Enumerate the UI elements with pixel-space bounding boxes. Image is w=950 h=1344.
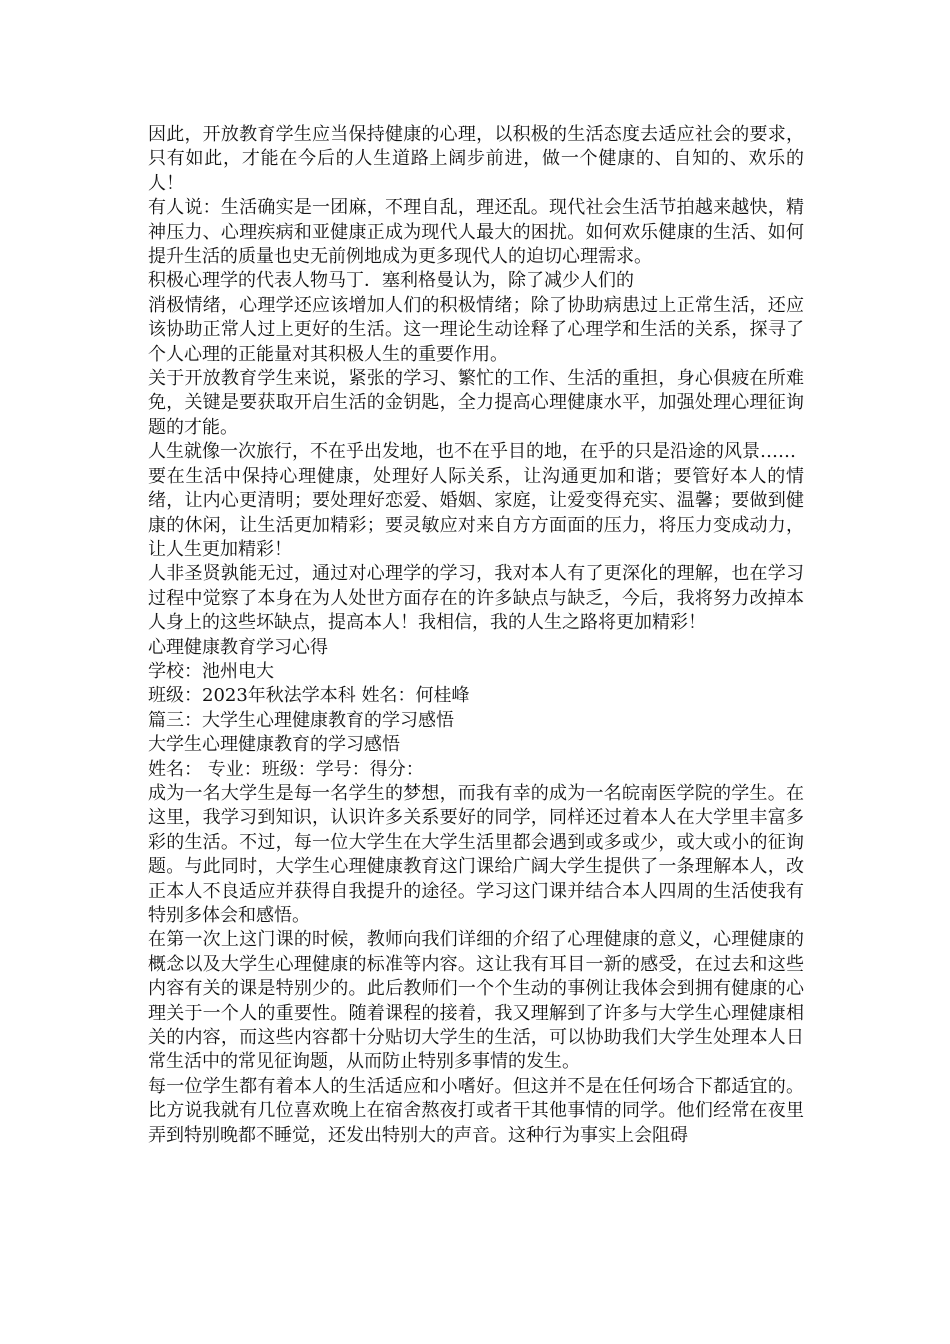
paragraph: 消极情绪，心理学还应该增加人们的积极情绪；除了协助病患过上正常生活，还应该协助正常人过上更好的生活。这一理论生动诠释了心理学和生活的关系，探寻了个人心理的正能量对其积极人生的重要作用。 xyxy=(148,294,804,365)
paragraph: 每一位学生都有着本人的生活适应和小嗜好。但这并不是在任何场合下都适宜的。比方说我就有几位喜欢晚上在宿舍熬夜打或者干其他事情的同学。他们经常在夜里弄到特别晚都不睡觉，还发出特别大的声音。这种行为事实上会阻碍 xyxy=(148,1075,804,1146)
paragraph: 关于开放教育学生来说，紧张的学习、繁忙的工作、生活的重担，身心俱疲在所难免，关键是要获取开启生活的金钥匙，全力提高心理健康水平，加强处理心理征询题的才能。 xyxy=(148,368,804,438)
paragraph: 要在生活中保持心理健康，处理好人际关系，让沟通更加和谐；要管好本人的情绪，让内心更清明；要处理好恋爱、婚姻、家庭，让爱变得充实、温馨；要做到健康的休闲，让生活更加精彩；要灵敏应对来自方方面面的压力，将压力变成动力，让人生更加精彩！ xyxy=(148,465,804,560)
student-info-line: 姓名： 专业：班级：学号：得分： xyxy=(148,758,424,780)
paragraph: 成为一名大学生是每一名学生的梦想，而我有幸的成为一名皖南医学院的学生。在这里，我学习到知识，认识许多关系要好的同学，同样还过着本人在大学里丰富多彩的生活。不过，每一位大学生在大学生活里都会遇到或多或少，或大或小的征询题。与此同时，大学生心理健康教育这门课给广阔大学生提供了一条理解本人，改正本人不良适应并获得自我提升的途径。学习这门课并结合本人四周的生活使我有特别多体会和感悟。 xyxy=(148,782,804,926)
paragraph: 人非圣贤孰能无过，通过对心理学的学习，我对本人有了更深化的理解，也在学习过程中觉察了本身在为人处世方面存在的许多缺点与缺乏，今后，我将努力改掉本人身上的这些坏缺点，提高本人！我相信，我的人生之路将更加精彩！ xyxy=(148,563,804,634)
school-line: 学校：池州电大 xyxy=(148,660,274,682)
paragraph: 积极心理学的代表人物马丁．塞利格曼认为，除了减少人们的 xyxy=(148,270,634,292)
chapter-heading: 篇三：大学生心理健康教育的学习感悟 xyxy=(148,709,454,731)
document-page xyxy=(148,123,804,1148)
class-name-line: 班级：2023年秋法学本科 姓名：何桂峰 xyxy=(148,685,470,707)
section-title: 心理健康教育学习心得 xyxy=(148,636,328,658)
paragraph: 有人说：生活确实是一团麻，不理自乱，理还乱。现代社会生活节拍越来越快，精神压力、心理疾病和亚健康正成为现代人最大的困扰。如何欢乐健康的生活、如何提升生活的质量也史无前例地成为更多现代人的迫切心理需求。 xyxy=(148,197,804,268)
paragraph: 因此，开放教育学生应当保持健康的心理，以积极的生活态度去适应社会的要求，只有如此，才能在今后的人生道路上阔步前进，做一个健康的、自知的、欢乐的人！ xyxy=(148,124,804,194)
essay-title: 大学生心理健康教育的学习感悟 xyxy=(148,734,400,756)
paragraph: 人生就像一次旅行，不在乎出发地，也不在乎目的地，在乎的只是沿途的风景…… xyxy=(148,441,796,463)
paragraph: 在第一次上这门课的时候，教师向我们详细的介绍了心理健康的意义，心理健康的概念以及大学生心理健康的标准等内容。这让我有耳目一新的感受，在过去和这些内容有关的课是特别少的。此后教师们一个个生动的事例让我体会到拥有健康的心理关于一个人的重要性。随着课程的接着，我又理解到了许多与大学生心理健康相关的内容，而这些内容都十分贴切大学生的生活，可以协助我们大学生处理本人日常生活中的常见征询题，从而防止特别多事情的发生。 xyxy=(148,929,804,1073)
